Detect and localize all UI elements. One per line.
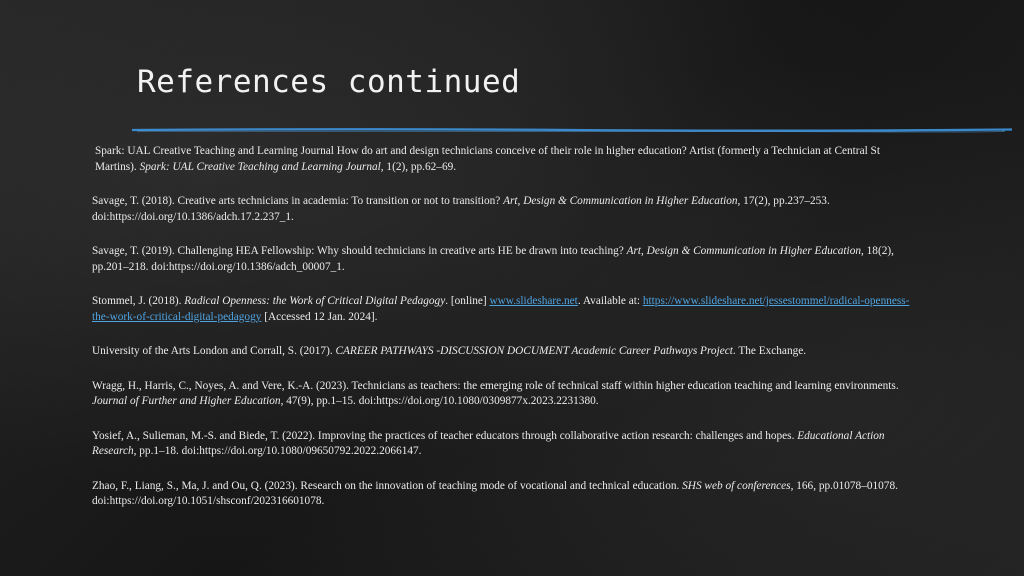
reference-item: [92, 244, 922, 275]
reference-source: SHS web of conferences: [682, 479, 791, 492]
reference-text: . The Exchange.: [732, 345, 807, 357]
reference-text: , 17(2), pp.237–253. doi:https://doi.org/10.1386/adch.17.2.237_1.: [92, 195, 830, 223]
reference-text: Wragg, H., Harris, C., Noyes, A. and Vere, K.-A. (2023). Technicians as teachers: the emerging role of technical staff within higher education teaching and learning environments.: [92, 379, 899, 392]
title-underline: [132, 127, 1012, 133]
reference-source: Art, Design & Communication in Higher Education: [626, 245, 861, 257]
reference-list: [92, 144, 922, 529]
reference-item: [92, 429, 922, 460]
reference-text: , 47(9), pp.1–15. doi:https://doi.org/10.1080/0309877x.2023.2231380.: [280, 395, 599, 407]
reference-text: Savage, T. (2018). Creative arts technicians in academia: To transition or not to transition?: [92, 195, 504, 207]
reference-text: Yosief, A., Sulieman, M.-S. and Biede, T. (2022). Improving the practices of teacher educators through collaborative action research: challenges and hopes.: [92, 429, 798, 442]
reference-item: [92, 379, 922, 410]
reference-source: Radical Openness: the Work of Critical Digital Pedagogy: [184, 295, 446, 307]
reference-text: . Available at:: [577, 295, 643, 307]
reference-text: , 166, pp.01078–01078. doi:https://doi.org/10.1051/shsconf/202316601078.: [92, 479, 898, 507]
reference-text: University of the Arts London and Corrall, S. (2017).: [92, 345, 336, 357]
reference-source: Educational Action Research: [92, 429, 885, 457]
reference-link-site[interactable]: www.slideshare.net: [489, 295, 578, 307]
reference-source: Spark: UAL Creative Teaching and Learning Journal: [139, 160, 381, 173]
reference-item: [92, 194, 922, 225]
reference-source: Art, Design & Communication in Higher Education: [503, 195, 738, 207]
reference-text: , 18(2), pp.201–218. doi:https://doi.org/10.1386/adch_00007_1.: [92, 245, 894, 273]
reference-text: Stommel, J. (2018).: [92, 295, 185, 307]
reference-item: [92, 344, 922, 360]
reference-item: [92, 294, 922, 325]
reference-item: [92, 144, 922, 175]
reference-text: , 1(2), pp.62–69.: [380, 160, 457, 173]
reference-text: , pp.1–18. doi:https://doi.org/10.1080/09650792.2022.2066147.: [133, 445, 422, 457]
reference-item: [92, 479, 922, 510]
reference-source: CAREER PATHWAYS -DISCUSSION DOCUMENT Academic Career Pathways Project: [335, 345, 733, 357]
slide-title: References continued: [137, 64, 521, 100]
reference-text: . [online]: [445, 295, 490, 307]
reference-link-url[interactable]: https://www.slideshare.net/jessestommel/radical-openness-the-work-of-critical-digital-pedagogy: [92, 295, 910, 323]
reference-text: [Accessed 12 Jan. 2024].: [261, 310, 378, 323]
reference-text: Zhao, F., Liang, S., Ma, J. and Ou, Q. (2023). Research on the innovation of teaching mode of vocational and technical education.: [92, 479, 683, 492]
reference-text: Savage, T. (2019). Challenging HEA Fellowship: Why should technicians in creative arts HE be drawn into teaching?: [92, 245, 627, 257]
reference-source: Journal of Further and Higher Education: [92, 395, 281, 407]
reference-text: Spark: UAL Creative Teaching and Learning Journal How do art and design technicians conceive of their role in higher education? Artist (formerly a Technician at Central St Martins).: [95, 145, 880, 173]
